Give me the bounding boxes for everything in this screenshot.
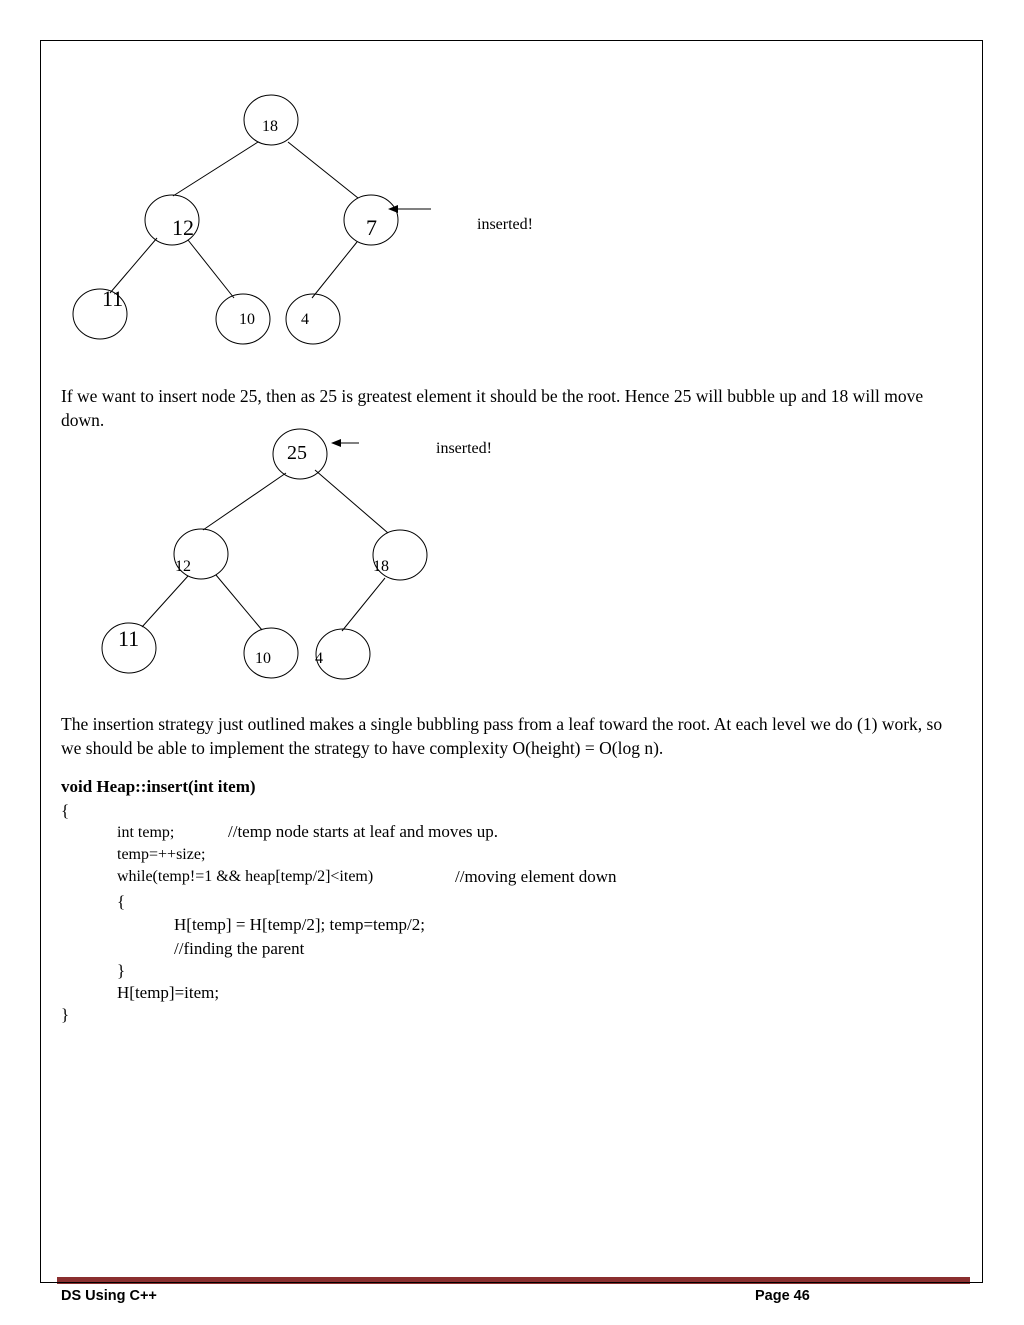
paragraph-insert-25: If we want to insert node 25, then as 25 is greatest element it should be the root. Hence 25 will bubble up and 18 will move down. <box>61 386 924 430</box>
node-label-18: 18 <box>262 118 278 135</box>
edge-right-rl <box>342 578 385 631</box>
code-close-brace: } <box>61 1005 70 1024</box>
node-label-4: 4 <box>301 311 309 328</box>
code-open-brace: { <box>61 801 70 820</box>
code-line-int-temp: int temp; <box>117 824 175 841</box>
node-label-11: 11 <box>118 626 140 651</box>
footer-rule <box>57 1277 970 1282</box>
footer-rule-thin <box>57 1283 970 1284</box>
code-line-assign: H[temp] = H[temp/2]; temp=temp/2; <box>174 915 425 934</box>
code-line-while: while(temp!=1 && heap[temp/2]<item) <box>117 868 374 885</box>
code-line-final-assign: H[temp]=item; <box>117 983 220 1002</box>
node-label-10: 10 <box>255 650 271 667</box>
node-label-18: 18 <box>373 558 389 575</box>
code-comment-temp-node: //temp node starts at leaf and moves up. <box>228 822 499 841</box>
node-label-12: 12 <box>175 558 191 575</box>
edge-left-lr <box>216 575 262 630</box>
node-label-11: 11 <box>102 286 124 311</box>
inserted-annotation: inserted! <box>436 440 492 457</box>
inserted-annotation: inserted! <box>477 216 533 233</box>
edge-left-ll <box>142 576 188 627</box>
arrow-head-icon <box>331 439 341 447</box>
node-label-7: 7 <box>366 215 377 240</box>
node-label-25: 25 <box>287 442 307 464</box>
edge-root-right <box>315 470 388 533</box>
node-circle-10 <box>244 628 298 678</box>
code-comment-moving-down: //moving element down <box>455 867 617 886</box>
edge-root-left <box>203 473 286 530</box>
footer-title: DS Using C++ <box>61 1288 157 1304</box>
node-circle-4 <box>316 629 370 679</box>
footer-page-number: Page 46 <box>755 1288 810 1304</box>
code-comment-parent: //finding the parent <box>174 939 305 958</box>
node-label-12: 12 <box>172 215 194 240</box>
code-inner-close-brace: } <box>117 961 126 980</box>
code-inner-open-brace: { <box>117 892 126 911</box>
node-label-4: 4 <box>315 650 323 667</box>
node-label-10: 10 <box>239 311 255 328</box>
code-signature: void Heap::insert(int item) <box>61 777 256 796</box>
code-line-temp-size: temp=++size; <box>117 846 206 863</box>
paragraph-complexity: The insertion strategy just outlined makes a single bubbling pass from a leaf toward the root. At each level we do (1) work, so we should be able to implement the strategy to have complexity O(height) = O(log n). <box>61 714 943 758</box>
